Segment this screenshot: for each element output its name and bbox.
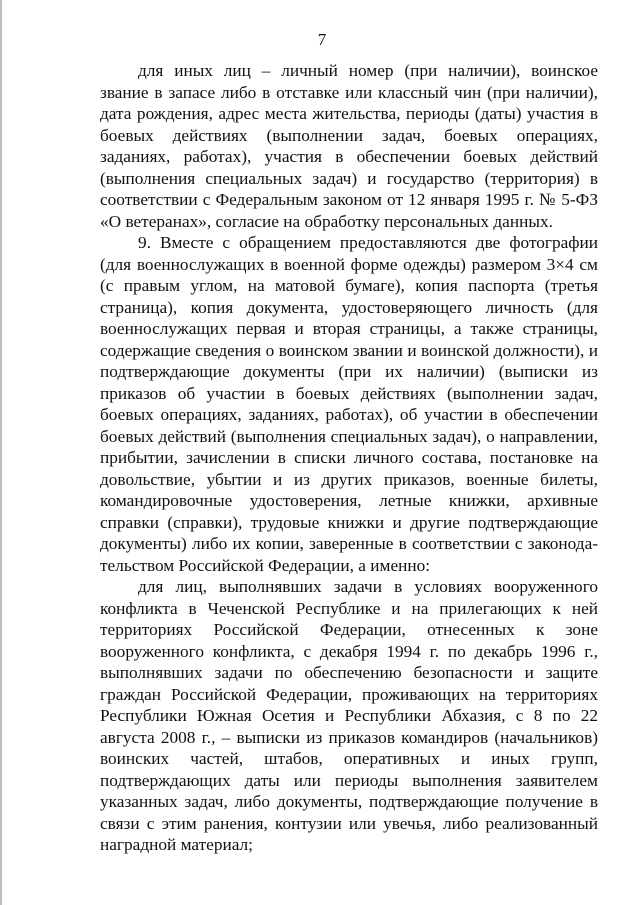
document-body (100, 60, 598, 856)
paragraph-item-9: 9. Вместе с обращением предоставляются две фотографии (для военнослужащих в военной форме одежды) размером 3×4 см (с правым углом, на матовой бумаге), копия паспорта (третья страница), копия документа, удостоверяющего личность (для военнослужащих первая и вторая страницы, а также страницы, содержащие сведения о воинском звании и воинской должности), и подтверждающие документы (при их наличии) (выписки из приказов об участии в боевых действиях (выполнении задач, боевых операциях, заданиях, работах), об участии в обеспечении боевых действий (выполнения специальных задач), о направлении, прибытии, зачислении в списки личного состава, постановке на довольствие, убытии и из других приказов, военные билеты, командировочные удостоверения, летные книжки, архивные справки (справки), трудовые книжки и другие подтверждающие документы) либо их копии, заверенные в соответствии с законодательством Российской Федерации, а именно: (100, 233, 598, 575)
paragraph-personal-data: для иных лиц – личный номер (при наличии), воинское звание в запасе либо в отставке или классный чин (при наличии), дата рождения, адрес места жительства, периоды (даты) участия в боевых действиях (выполнении задач, боевых операциях, заданиях, работах), участия в обеспечении боевых действий (выполнения специальных задач) и государство (территория) в соответствии с Федеральным законом от 12 января 1995 г. № 5-ФЗ «О ветеранах», согласие на обработку персональных данных. (100, 61, 598, 231)
page-number: 7 (317, 30, 327, 49)
paragraph-chechen-conflict: для лиц, выполнявших задачи в условиях вооруженного конфликта в Чеченской Республике и на прилегающих к ней территориях Российской Федерации, отнесенных к зоне вооруженного конфликта, с декабря 1994 г. по декабрь 1996 г., выполнявших задачи по обеспечению безопасности и защите граждан Российской Федерации, проживающих на территориях Республики Южная Осетия и Республики Абхазия, с 8 по 22 августа 2008 г., – выписки из приказов командиров (начальников) воинских частей, штабов, оперативных и иных групп, подтверждающих даты или периоды выполнения заявителем указанных задач, либо документы, подтверждающие получение в связи с этим ранения, контузии или увечья, либо реализованный наградной материал; (100, 577, 598, 854)
